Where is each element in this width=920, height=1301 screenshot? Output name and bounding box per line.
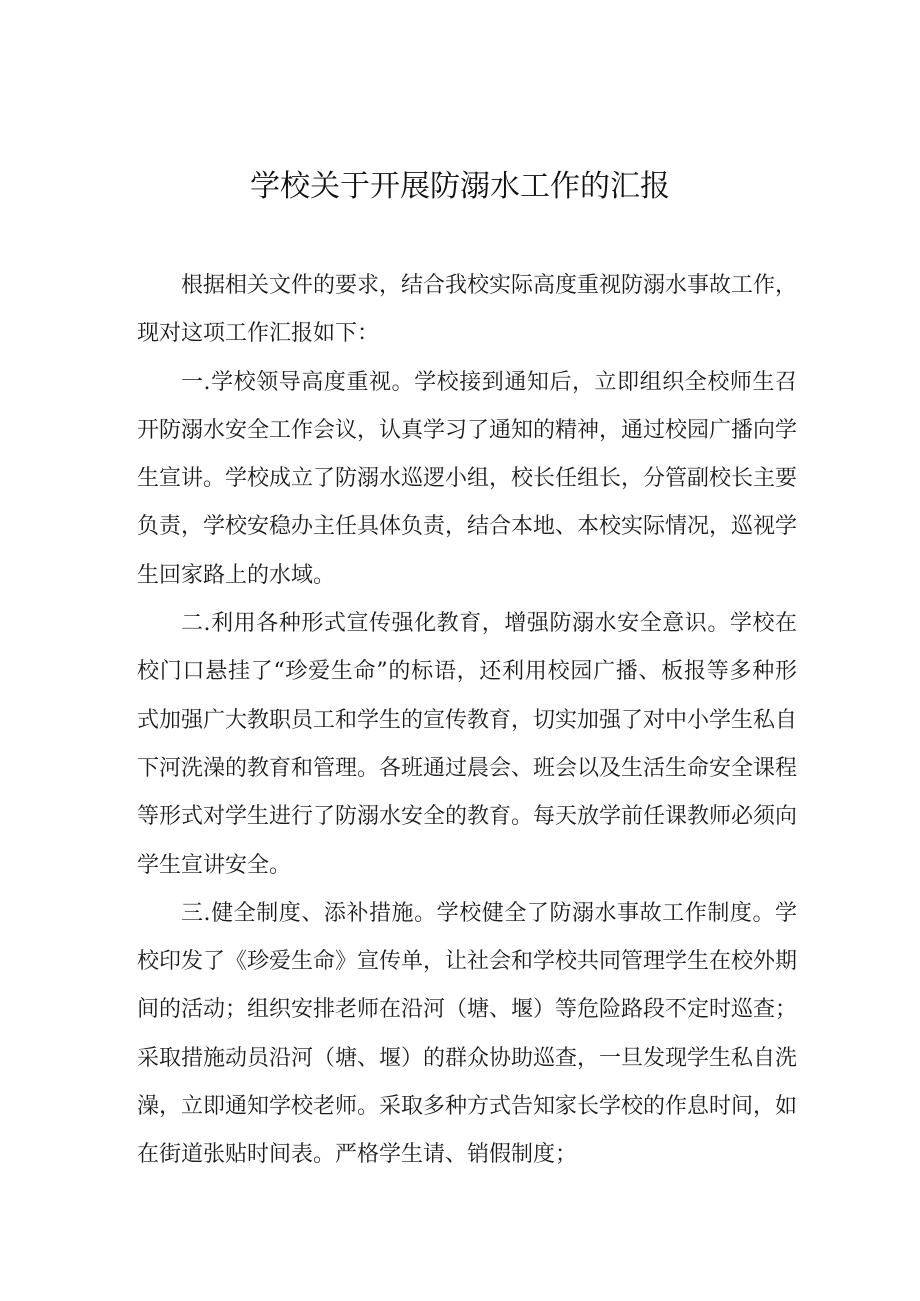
document-title: 学校关于开展防溺水工作的汇报 <box>250 169 670 204</box>
section-3-paragraph: 三.健全制度、添补措施。学校健全了防溺水事故工作制度。学校印发了《珍爱生命》宣传单，让社会和学校共同管理学生在校外期间的活动；组织安排老师在沿河（塘、堰）等危险路段不定时巡查；采取措施动员沿河（塘、堰）的群众协助巡查，一旦发现学生私自洗澡，立即通知学校老师。采取多种方式告知家长学校的作息时间，如在街道张贴时间表。严格学生请、销假制度； <box>137 900 798 1168</box>
intro-paragraph: 根据相关文件的要求，结合我校实际高度重视防溺水事故工作，现对这项工作汇报如下： <box>137 273 798 347</box>
section-1-paragraph: 一.学校领导高度重视。学校接到通知后，立即组织全校师生召开防溺水安全工作会议，认真学习了通知的精神，通过校园广播向学生宣讲。学校成立了防溺水巡逻小组，校长任组长，分管副校长主要负责，学校安稳办主任具体负责，结合本地、本校实际情况，巡视学生回家路上的水域。 <box>137 369 798 588</box>
section-2-paragraph: 二.利用各种形式宣传强化教育，增强防溺水安全意识。学校在校门口悬挂了“珍爱生命”的标语，还利用校园广播、板报等多种形式加强广大教职员工和学生的宣传教育，切实加强了对中小学生私自下河洗澡的教育和管理。各班通过晨会、班会以及生活生命安全课程等形式对学生进行了防溺水安全的教育。每天放学前任课教师必须向学生宣讲安全。 <box>137 611 798 878</box>
document-body <box>137 262 797 1180</box>
